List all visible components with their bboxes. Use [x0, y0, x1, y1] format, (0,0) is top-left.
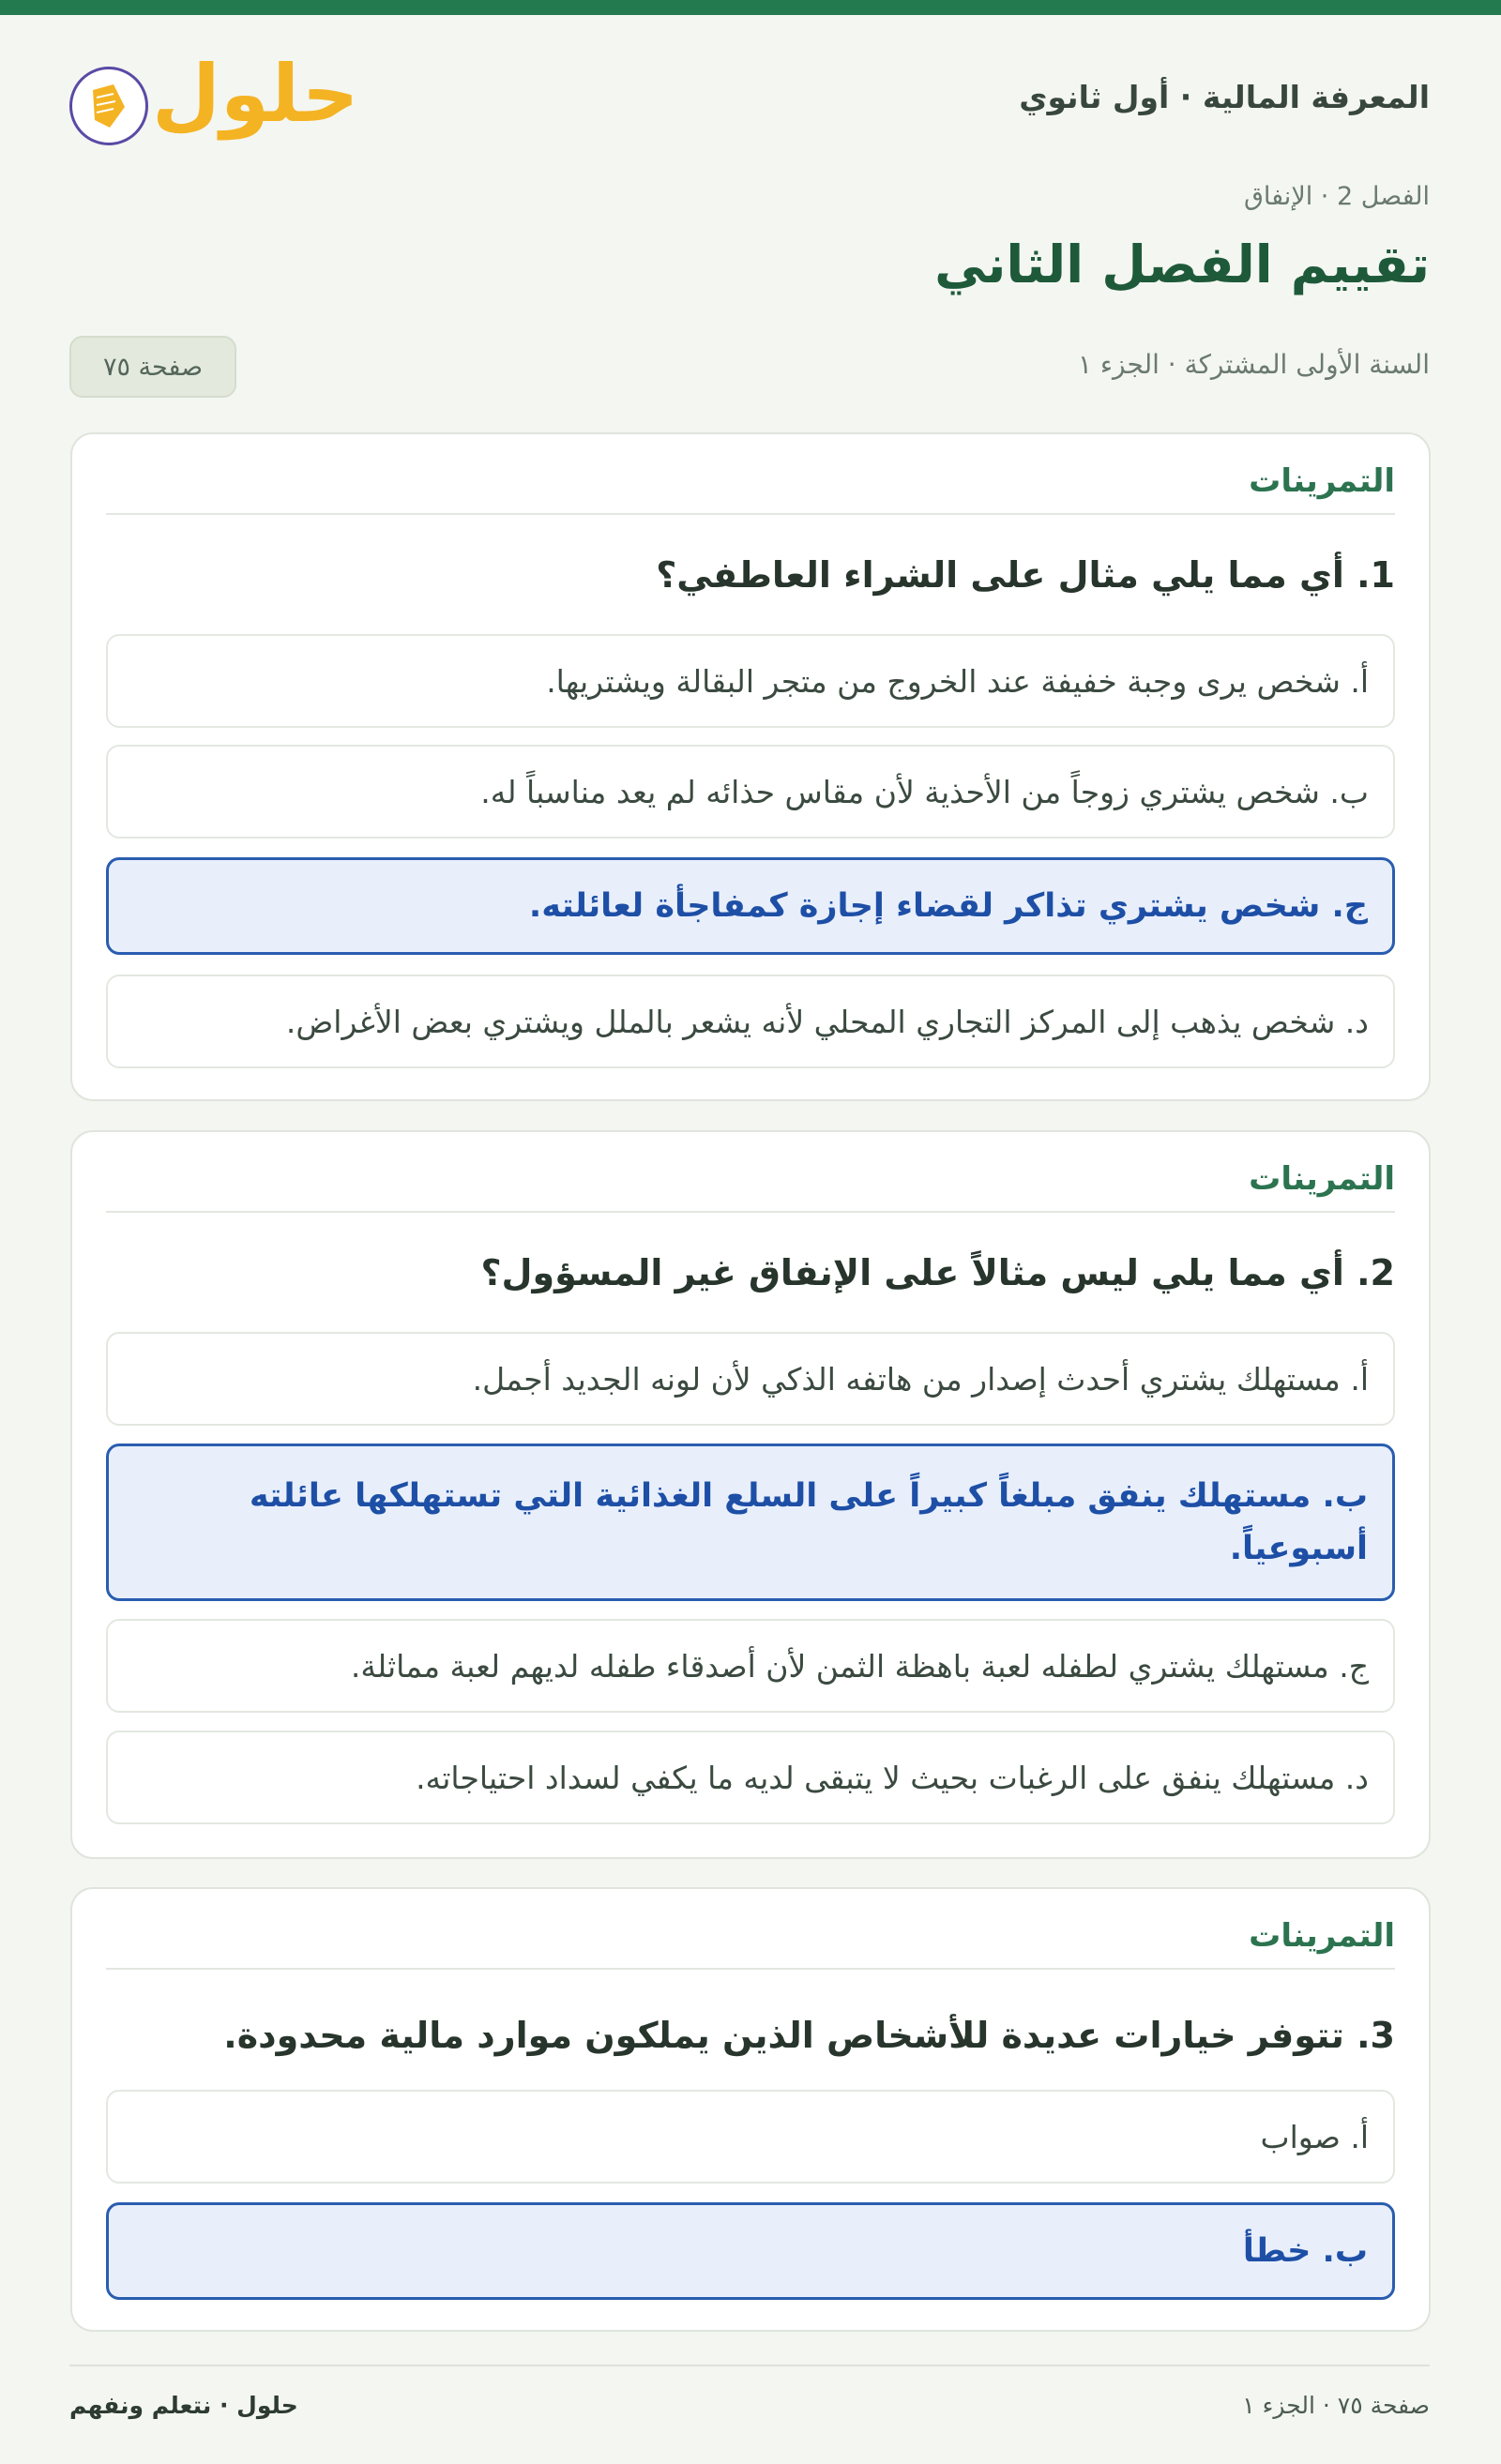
footer-brand: حلول · نتعلم ونفهم: [69, 2392, 298, 2419]
card-heading: التمرينات: [106, 1917, 1395, 1970]
brand-logo[interactable]: [69, 48, 359, 152]
option-c[interactable]: ج. مستهلك يشتري لطفله لعبة باهظة الثمن لأن أصدقاء طفله لديهم لعبة مماثلة.: [106, 1619, 1395, 1713]
logo-wordmark: حلول: [152, 48, 359, 140]
page-subtitle: السنة الأولى المشتركة · الجزء ١: [1077, 349, 1430, 380]
option-a[interactable]: أ. مستهلك يشتري أحدث إصدار من هاتفه الذكي لأن لونه الجديد أجمل.: [106, 1332, 1395, 1426]
exercise-card-2: [70, 1130, 1431, 1859]
page-title: تقييم الفصل الثاني: [934, 234, 1430, 295]
footer-divider: [69, 2365, 1430, 2366]
option-a[interactable]: أ. شخص يرى وجبة خفيفة عند الخروج من متجر البقالة ويشتريها.: [106, 634, 1395, 728]
app-title: المعرفة المالية · أول ثانوي: [1019, 79, 1430, 115]
question-text: 3. تتوفر خيارات عديدة للأشخاص الذين يملكون موارد مالية محدودة.: [223, 2015, 1395, 2056]
page-number-badge: صفحة ٧٥: [69, 336, 236, 398]
option-a[interactable]: أ. صواب: [106, 2090, 1395, 2184]
option-d[interactable]: د. مستهلك ينفق على الرغبات بحيث لا يتبقى لديه ما يكفي لسداد احتياجاته.: [106, 1731, 1395, 1824]
top-accent-bar: [0, 0, 1501, 15]
option-d[interactable]: د. شخص يذهب إلى المركز التجاري المحلي لأنه يشعر بالملل ويشتري بعض الأغراض.: [106, 975, 1395, 1068]
question-text: 1. أي مما يلي مثال على الشراء العاطفي؟: [656, 554, 1395, 596]
book-icon: [69, 67, 148, 145]
card-heading: التمرينات: [106, 1160, 1395, 1213]
exercise-card-1: [70, 432, 1431, 1101]
question-text: 2. أي مما يلي ليس مثالاً على الإنفاق غير المسؤول؟: [480, 1252, 1395, 1293]
breadcrumb: الفصل 2 · الإنفاق: [1243, 182, 1430, 211]
card-heading: التمرينات: [106, 462, 1395, 515]
option-b[interactable]: ب. شخص يشتري زوجاً من الأحذية لأن مقاس حذائه لم يعد مناسباً له.: [106, 745, 1395, 839]
option-c-selected[interactable]: ج. شخص يشتري تذاكر لقضاء إجازة كمفاجأة لعائلته.: [106, 857, 1395, 955]
footer-page-info: صفحة ٧٥ · الجزء ١: [1242, 2392, 1430, 2419]
exercise-card-3: [70, 1887, 1431, 2332]
option-b-selected[interactable]: ب. خطأ: [106, 2202, 1395, 2300]
option-b-selected[interactable]: ب. مستهلك ينفق مبلغاً كبيراً على السلع الغذائية التي تستهلكها عائلته أسبوعياً.: [106, 1444, 1395, 1601]
